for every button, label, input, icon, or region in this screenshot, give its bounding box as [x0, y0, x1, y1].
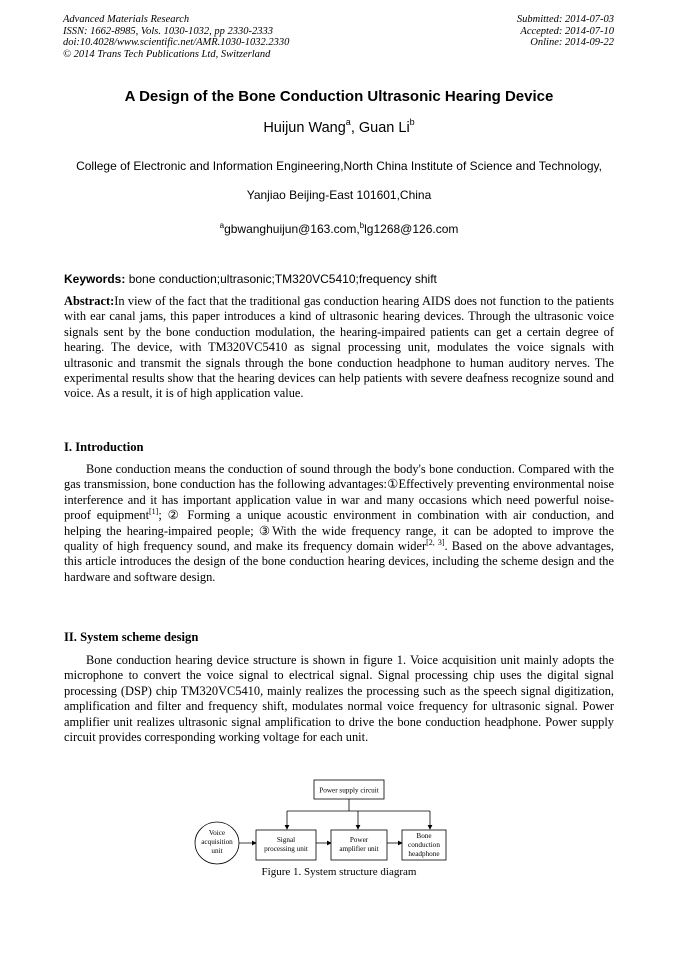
introduction-paragraph — [64, 462, 614, 585]
voice-label: acquisition — [201, 838, 233, 846]
system-structure-diagram — [190, 777, 450, 867]
citation[interactable]: [1] — [149, 507, 159, 517]
journal-copyright: © 2014 Trans Tech Publications Ltd, Switzerland — [63, 48, 271, 60]
affiliation-mark: a — [345, 117, 351, 127]
paper-title: A Design of the Bone Conduction Ultrasonic Hearing Device — [124, 88, 554, 105]
signal-label: processing unit — [264, 845, 308, 853]
bone-label: Bone — [416, 832, 432, 840]
online-date: Online: 2014-09-22 — [530, 37, 614, 49]
voice-label: unit — [211, 847, 223, 855]
figure-caption: Figure 1. System structure diagram — [261, 866, 417, 878]
power-amp-label: Power — [349, 836, 369, 844]
section-heading: II. System scheme design — [64, 630, 199, 644]
keywords-label: Keywords: — [64, 272, 126, 286]
abstract — [64, 294, 614, 402]
section-heading: I. Introduction — [64, 440, 144, 454]
journal-name: Advanced Materials Research — [63, 14, 190, 25]
abstract-label: Abstract: — [64, 294, 115, 308]
paragraph-text: ; ② Forming a unique acoustic environment in combination with air conduction, and helping the hearing-impaired people; ③With the wide frequency range, it can be adopted to improve the quality of high frequency sound, and make its frequency domain wider — [64, 508, 614, 554]
keywords-text: bone conduction;ultrasonic;TM320VC5410;frequency shift — [125, 272, 437, 286]
submitted-date: Submitted: 2014-07-03 — [516, 14, 614, 25]
submission-dates — [517, 14, 614, 49]
keywords — [64, 272, 614, 286]
power-supply-label: Power supply circuit — [319, 786, 379, 795]
bone-label: conduction — [408, 841, 440, 849]
journal-doi: doi:10.4028/www.scientific.net/AMR.1030-1032.2330 — [63, 37, 290, 49]
author-name: Guan Li — [358, 120, 410, 136]
email-mark: b — [359, 221, 365, 230]
author-emails — [0, 222, 678, 236]
email-link[interactable]: gbwanghuijun@163.com, — [224, 222, 360, 236]
email-link[interactable]: lg1268@126.com — [364, 222, 459, 236]
journal-info — [63, 14, 289, 60]
author-name: Huijun Wang — [263, 120, 346, 136]
affiliation-line: Yanjiao Beijing-East 101601,China — [246, 188, 432, 202]
author-separator: , — [350, 120, 359, 136]
power-amp-label: amplifier unit — [339, 845, 379, 853]
signal-label: Signal — [276, 836, 296, 844]
bone-label: headphone — [408, 850, 440, 858]
authors — [0, 117, 678, 136]
abstract-text: In view of the fact that the traditional gas conduction hearing AIDS does not function to the patients with ear canal jams, this paper introduces a kind of ultrasonic hearing devices. Through the ultrasonic voice signals sent by the bone conduction modulation, the hearing-impaired patients can get a certain degree of hearing. The device, with TM320VC5410 as signal processing unit, modulates the voice signals with ultrasonic and transmit the signals through the bone conduction headphone to human auditory nerves. The experimental results show that the hearing devices can help patients with severe deafness recognize sound and voice. As a result, it is of high application value. — [64, 294, 614, 401]
paragraph-text: Bone conduction means the conduction of sound through the body's bone conduction. Compared with the gas transmission, bone conduction has the following advantages:①Effectively preventing environmental noise interference and it has important application value in war and many occasions which need powerful noise-proof equipment — [64, 462, 614, 523]
citation[interactable]: [2, 3] — [426, 538, 445, 548]
affiliation-mark: b — [409, 117, 415, 127]
accepted-date: Accepted: 2014-07-10 — [520, 25, 614, 37]
email-mark: a — [219, 221, 225, 230]
paragraph-text: . Based on the above advantages, this article introduces the design of the bone conduction hearing devices, including the scheme design and the hardware and software design. — [64, 539, 615, 584]
affiliation-line: College of Electronic and Information Engineering,North China Institute of Science and Technology, — [76, 159, 602, 173]
journal-issn: ISSN: 1662-8985, Vols. 1030-1032, pp 2330-2333 — [63, 25, 273, 37]
voice-label: Voice — [208, 829, 226, 837]
scheme-paragraph: Bone conduction hearing device structure is shown in figure 1. Voice acquisition unit mainly adopts the microphone to convert the voice signal to electrical signal. Signal processing chip uses the digital signal processing (DSP) chip TM320VC5410, mainly realizes the processing such as the speech signal digitization, amplification and filter and frequency shift, modulates normal voice frequency for ultrasonic signal. Power amplifier unit realizes ultrasonic signal amplification to drive the bone conduction headphone. Power supply circuit provides corresponding working voltage for each unit. — [64, 653, 614, 745]
